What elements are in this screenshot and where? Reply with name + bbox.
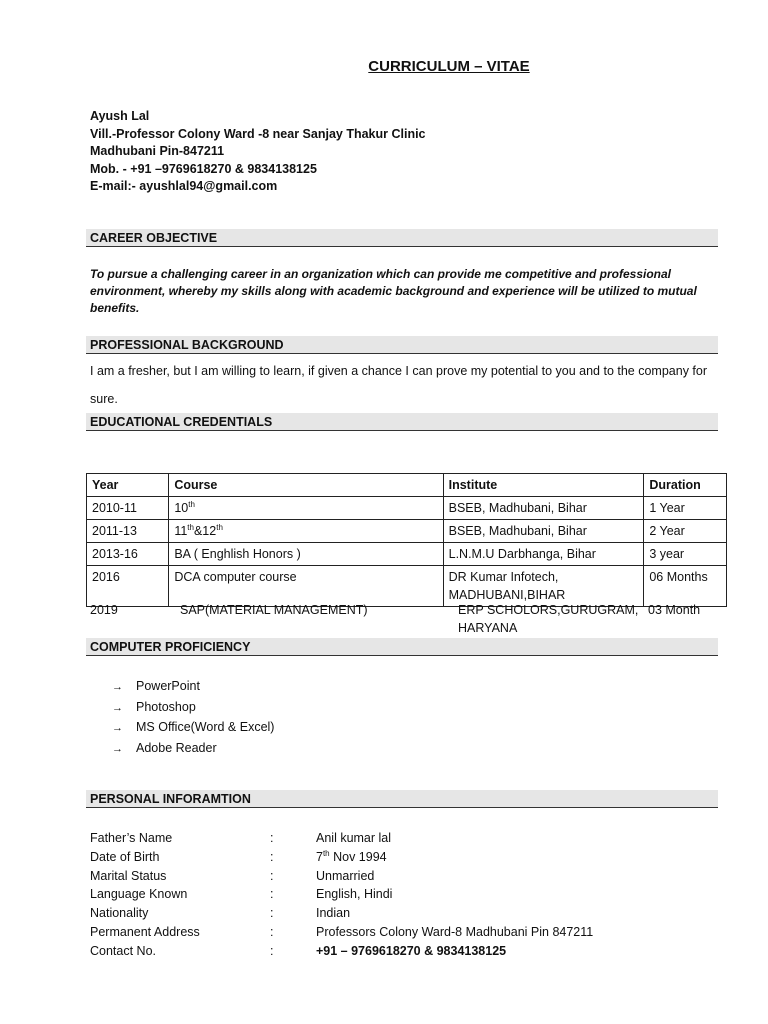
cell-duration: 3 year bbox=[644, 543, 727, 566]
section-personal-information: PERSONAL INFORAMTION bbox=[86, 790, 718, 808]
table-row bbox=[87, 497, 727, 520]
career-objective-text: To pursue a challenging career in an organization which can provide me competitive and professional environment, whereby my skills along with academic background and experience will be utilized to mutual benefits. bbox=[90, 267, 697, 315]
cell-duration: 1 Year bbox=[644, 497, 727, 520]
cell-year: 2013-16 bbox=[87, 543, 169, 566]
education-table bbox=[86, 473, 727, 607]
page-title: CURRICULUM – VITAE bbox=[368, 58, 530, 75]
cell-institute: BSEB, Madhubani, Bihar bbox=[443, 497, 644, 520]
cell-year: 2010-11 bbox=[87, 497, 169, 520]
section-career-objective: CAREER OBJECTIVE bbox=[86, 229, 718, 247]
right-arrow-icon: → bbox=[112, 742, 123, 755]
cell-duration: 2 Year bbox=[644, 520, 727, 543]
cell-year: 2016 bbox=[87, 566, 169, 607]
list-item: → MS Office(Word & Excel) bbox=[112, 718, 274, 739]
list-item: → PowerPoint bbox=[112, 677, 274, 698]
cell-course: DCA computer course bbox=[169, 566, 443, 607]
list-item: → Photoshop bbox=[112, 698, 274, 719]
address-line-1: Vill.-Professor Colony Ward -8 near Sanjay Thakur Clinic bbox=[90, 126, 426, 141]
right-arrow-icon: → bbox=[112, 701, 123, 714]
cell-year: 2011-13 bbox=[87, 520, 169, 543]
applicant-name: Ayush Lal bbox=[90, 109, 150, 123]
cell-institute: L.N.M.U Darbhanga, Bihar bbox=[443, 543, 644, 566]
right-arrow-icon: → bbox=[112, 681, 123, 693]
list-item: → Adobe Reader bbox=[112, 739, 274, 760]
table-row bbox=[87, 520, 727, 543]
cv-page: CURRICULUM – VITAE Ayush Lal Vill.-Professor Colony Ward -8 near Sanjay Thakur Clinic Madhubani Pin-847211 Mob. - +91 –9769618270 & 9834138125 E-mail:- ayushlal94@gmail.com CAREER OBJECTIVE To pursue a challenging career in an organization which can provide me competitive and professional environment, whereby my skills along with academic background and experience will be utilized to mutual benefits. PROFESSIONAL BACKGROUND I am a fresher, but I am willing to learn, if given a chance I can prove my potential to you and to the company for sure. EDUCATIONAL CREDENTIALS Year Course Institute Duration 2010-11 10th BSEB, Madhubani, Bihar 1 Year 2011-13 11th&12th BSEB, Madhubani, Bihar 2 Year 2013-16 BA ( Enghlish Honors ) L.N.M.U Darbhanga, Bihar 3 year 2016 DCA computer course DR Kumar Infotech, MADHUBANI,BIHAR 06 Months 2019 SAP(MATERIAL MANAGEMENT) ERP SCHOLORS,GURUGRAM, HARYANA 03 Month COMPUTER PROFICIENCY → PowerPoint → Photoshop → MS Office(Word & Excel) → Adobe Reader PERSONAL INFORAMTION Father’s Name : Anil kumar lal Date of Birth : 7th Nov 1994 Marital Status : Unmarried Language Known : English, Hindi Nationality : Indian Permanent Address : Professors Colony Ward-8 Madhubani Pin 847211 Contact No. : +91 – 9769618270 & 9834138125 bbox=[0, 0, 768, 1024]
education-header-row bbox=[87, 474, 727, 497]
extra-year: 2019 bbox=[90, 603, 118, 617]
cell-course: 11th&12th bbox=[169, 520, 443, 543]
extra-institute: ERP SCHOLORS,GURUGRAM, HARYANA bbox=[458, 603, 639, 635]
right-arrow-icon: → bbox=[112, 722, 123, 734]
table-row bbox=[87, 543, 727, 566]
section-computer-proficiency: COMPUTER PROFICIENCY bbox=[86, 638, 718, 656]
cell-institute: DR Kumar Infotech, MADHUBANI,BIHAR bbox=[443, 566, 644, 607]
cell-course: 10th bbox=[169, 497, 443, 520]
section-professional-background: PROFESSIONAL BACKGROUND bbox=[86, 336, 718, 354]
cell-course: BA ( Enghlish Honors ) bbox=[169, 543, 443, 566]
extra-duration: 03 Month bbox=[648, 603, 701, 617]
header-duration: Duration bbox=[644, 474, 727, 497]
section-educational-credentials: EDUCATIONAL CREDENTIALS bbox=[86, 413, 718, 431]
skills-list bbox=[112, 677, 274, 759]
mobile-number: Mob. - +91 –9769618270 & 9834138125 bbox=[90, 161, 317, 176]
header-institute: Institute bbox=[443, 474, 644, 497]
address-line-2: Madhubani Pin-847211 bbox=[90, 144, 225, 158]
cell-duration: 06 Months bbox=[644, 566, 727, 607]
professional-background-text: I am a fresher, but I am willing to learn, if given a chance I can prove my potential to you and to the company for sure. bbox=[90, 364, 707, 406]
extra-course: SAP(MATERIAL MANAGEMENT) bbox=[180, 603, 368, 617]
email-address: E-mail:- ayushlal94@gmail.com bbox=[90, 179, 278, 193]
contact-block bbox=[90, 108, 426, 196]
header-course: Course bbox=[169, 474, 443, 497]
cell-institute: BSEB, Madhubani, Bihar bbox=[443, 520, 644, 543]
header-year: Year bbox=[87, 474, 169, 497]
